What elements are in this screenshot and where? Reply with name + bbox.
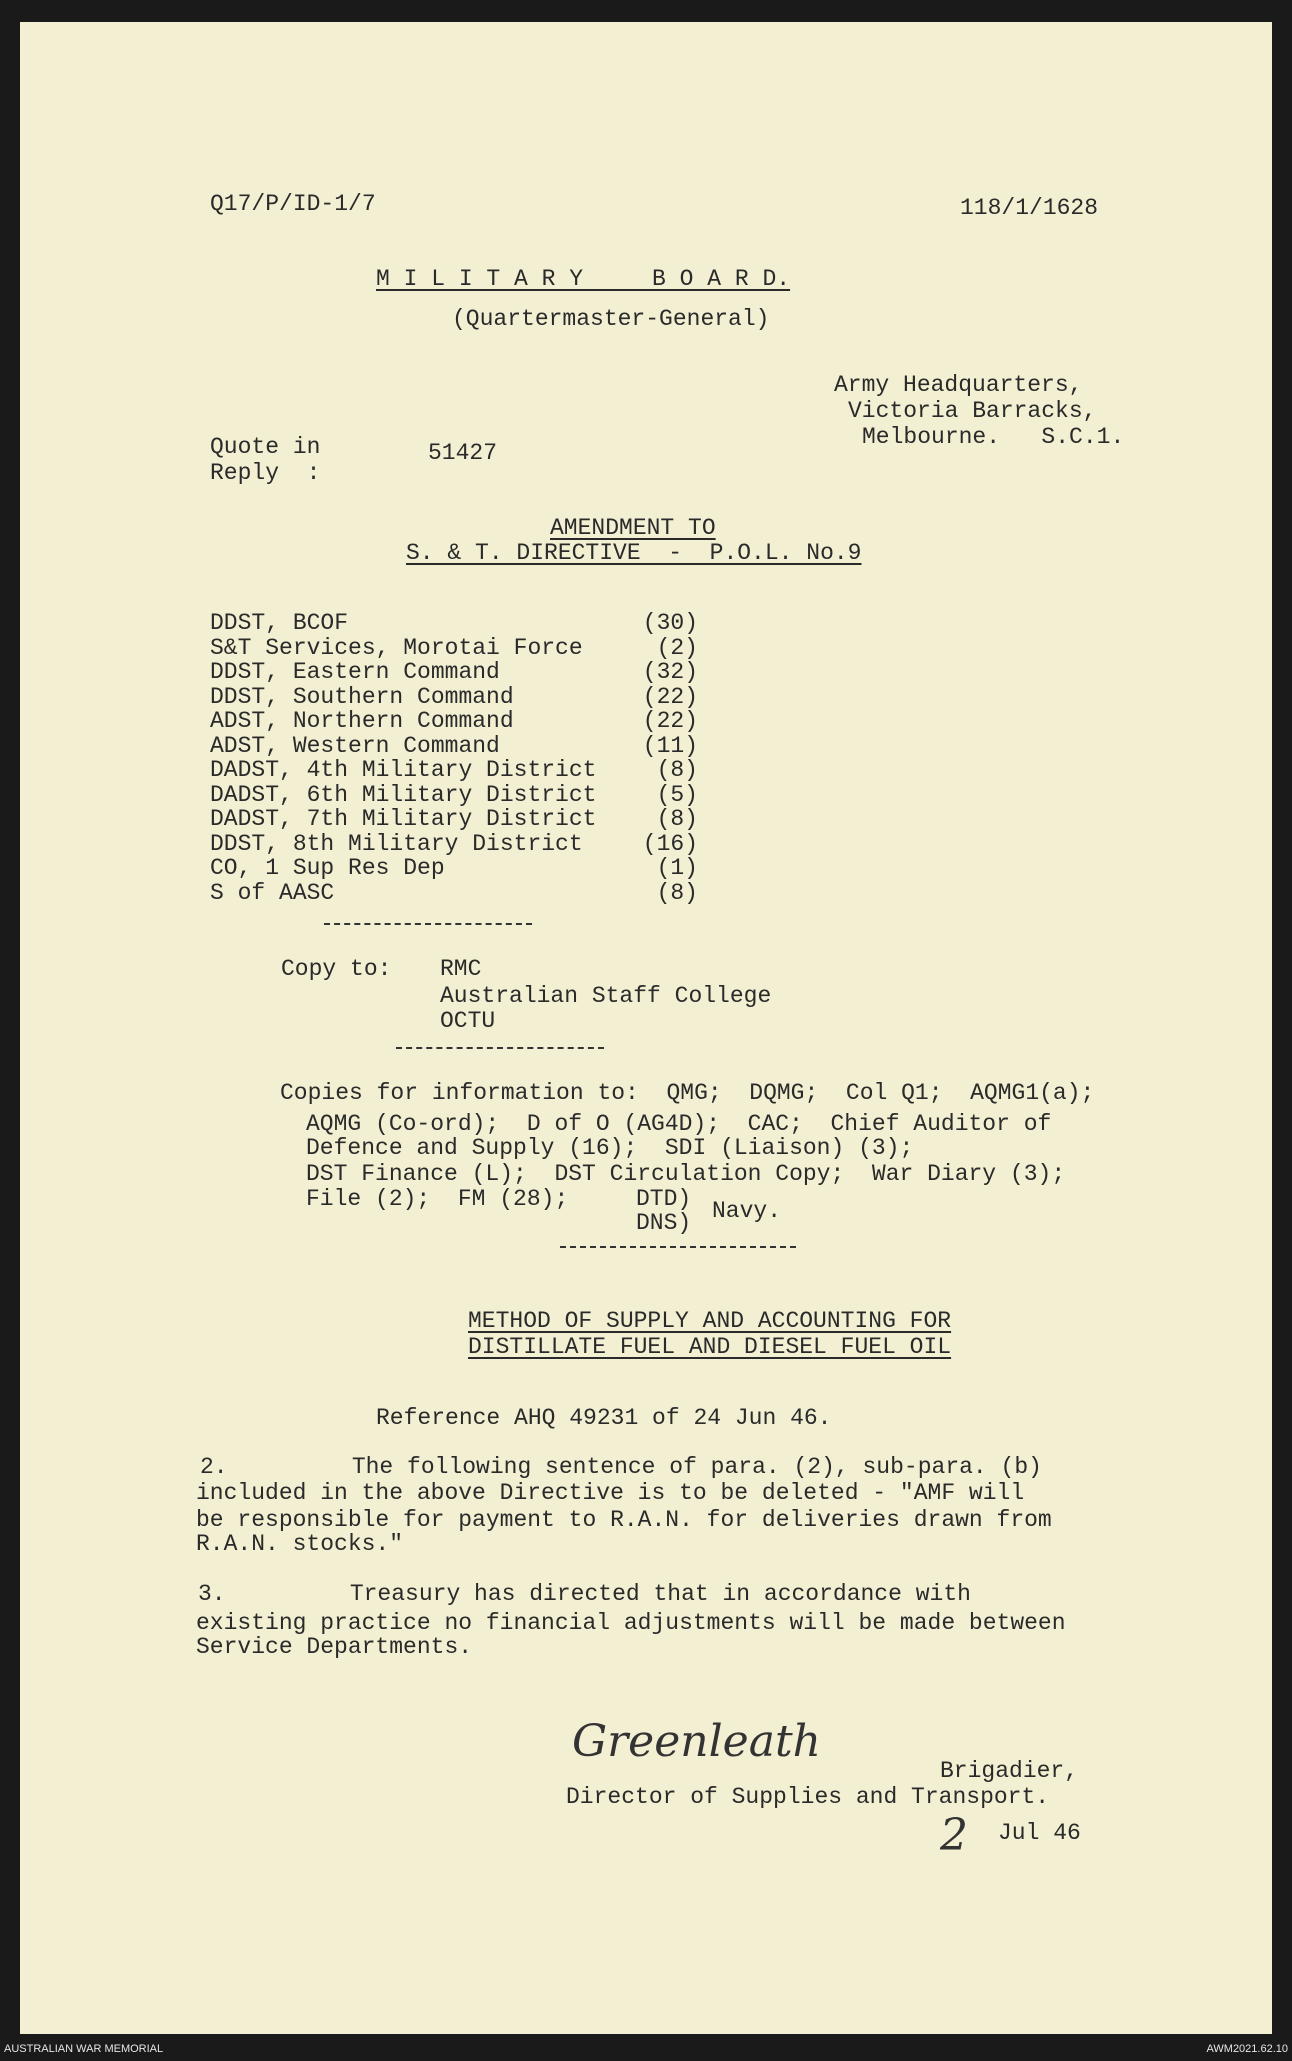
paragraph-2-line: included in the above Directive is to be deleted - "AMF will [196, 1480, 1025, 1506]
distribution-addressee: ADST, Western Command [210, 732, 500, 759]
paragraph-3-line: existing practice no financial adjustments will be made between [196, 1610, 1066, 1636]
reply-label: Reply : [210, 460, 321, 486]
copies-info-line: Copies for information to: QMG; DQMG; Col Q1; AQMG1(a); [280, 1080, 1095, 1106]
paragraph-2-line: R.A.N. stocks." [196, 1531, 404, 1557]
distribution-copy-count: (22) [642, 708, 698, 734]
navy-label: Navy. [712, 1198, 782, 1224]
divider [396, 1047, 604, 1049]
file-reference-right: 118/1/1628 [960, 195, 1099, 221]
copy-to-label: Copy to: [281, 956, 392, 982]
copies-info-line: DST Finance (L); DST Circulation Copy; War Diary (3); [306, 1161, 1066, 1187]
signatory-title: Director of Supplies and Transport. [566, 1784, 1050, 1810]
distribution-addressee: DADST, 6th Military District [210, 781, 597, 808]
archive-credit: AUSTRALIAN WAR MEMORIAL [4, 2043, 164, 2055]
paragraph-3-line: 3. Treasury has directed that in accordance with [198, 1581, 971, 1607]
distribution-copy-count: (16) [642, 830, 698, 857]
signature: Greenleath [572, 1716, 821, 1767]
section-heading-line-2: DISTILLATE FUEL AND DIESEL FUEL OIL [468, 1334, 952, 1360]
divider [324, 923, 532, 925]
copies-info-line: Defence and Supply (16); SDI (Liaison) (3); [306, 1135, 914, 1161]
distribution-addressee: DDST, Eastern Command [210, 659, 500, 685]
paragraph-3-line: Service Departments. [196, 1634, 473, 1660]
distribution-copy-count: (8) [656, 879, 698, 906]
navy-dns: DNS) [636, 1210, 692, 1236]
paragraph-2-line: 2. The following sentence of para. (2), sub-para. (b) [200, 1454, 1042, 1480]
quote-number: 51427 [428, 440, 498, 466]
distribution-copy-count: (5) [656, 781, 698, 808]
distribution-addressee: CO, 1 Sup Res Dep [210, 855, 445, 881]
archive-item-id: AWM2021.62.10 [1206, 2043, 1288, 2055]
reference-line: Reference AHQ 49231 of 24 Jun 46. [376, 1405, 832, 1431]
distribution-copy-count: (8) [656, 806, 698, 832]
distribution-copy-count: (8) [656, 757, 698, 783]
copies-info-line: AQMG (Co-ord); D of O (AG4D); CAC; Chief Auditor of [306, 1111, 1052, 1137]
address-line-2: Victoria Barracks, [848, 398, 1097, 424]
distribution-copy-count: (32) [642, 659, 698, 685]
copy-to-item: OCTU [440, 1008, 496, 1034]
distribution-addressee: ADST, Northern Command [210, 708, 514, 734]
distribution-copy-count: (2) [656, 634, 698, 661]
date-day-handwritten: 2 [940, 1810, 968, 1861]
distribution-addressee: DDST, Southern Command [210, 683, 514, 710]
section-heading-line-1: METHOD OF SUPPLY AND ACCOUNTING FOR [468, 1308, 952, 1334]
signatory-rank: Brigadier, [940, 1758, 1079, 1784]
distribution-addressee: DADST, 7th Military District [210, 806, 597, 832]
distribution-copy-count: (1) [656, 855, 698, 881]
copy-to-item: RMC [440, 956, 482, 982]
document-title: M I L I T A R Y B O A R D. [376, 266, 791, 292]
copies-info-line: File (2); FM (28); [306, 1186, 569, 1212]
distribution-addressee: S of AASC [210, 879, 335, 906]
address-line-1: Army Headquarters, [834, 372, 1083, 398]
distribution-copy-count: (22) [642, 683, 698, 710]
signature-date: Jul 46 [998, 1820, 1081, 1846]
amendment-heading: AMENDMENT TO [550, 515, 716, 541]
copy-to-item: Australian Staff College [440, 983, 772, 1009]
distribution-addressee: DADST, 4th Military District [210, 757, 597, 783]
quote-label: Quote in [210, 434, 321, 460]
distribution-copy-count: (11) [642, 732, 698, 759]
distribution-addressee: DDST, 8th Military District [210, 830, 583, 857]
distribution-addressee: DDST, BCOF [210, 610, 349, 636]
paragraph-2-line: be responsible for payment to R.A.N. for deliveries drawn from [196, 1507, 1052, 1533]
file-reference-left: Q17/P/ID-1/7 [210, 191, 376, 217]
document-subtitle: (Quartermaster-General) [452, 306, 770, 332]
distribution-addressee: S&T Services, Morotai Force [210, 634, 583, 661]
navy-dtd: DTD) [636, 1186, 692, 1212]
distribution-copy-count: (30) [642, 610, 698, 636]
address-line-3: Melbourne. S.C.1. [862, 424, 1125, 450]
directive-heading: S. & T. DIRECTIVE - P.O.L. No.9 [406, 540, 862, 566]
divider [560, 1246, 796, 1248]
